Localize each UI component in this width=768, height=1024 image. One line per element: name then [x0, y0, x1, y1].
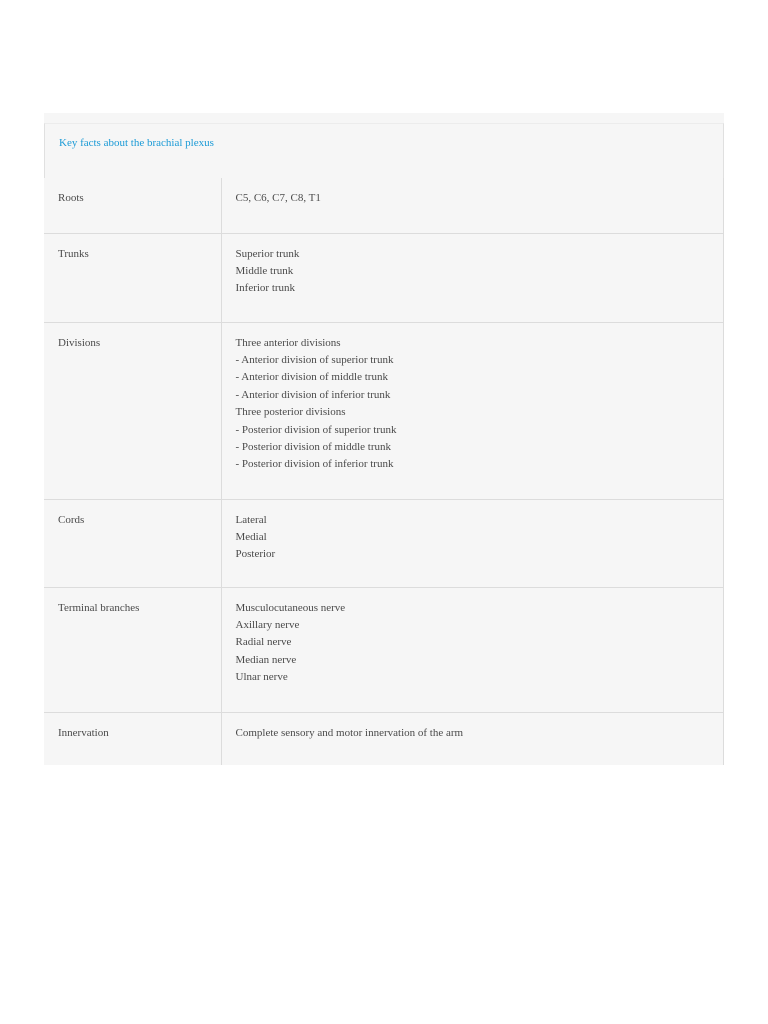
value-line: Musculocutaneous nerve	[235, 601, 346, 614]
key-facts-header	[44, 123, 724, 178]
row-value-trunks	[221, 233, 724, 322]
row-label-innervation: Innervation	[44, 712, 221, 765]
table-row-terminal-branches	[44, 587, 724, 712]
value-line: Lateral	[235, 513, 267, 526]
table-row-roots	[44, 178, 724, 233]
table-row-trunks	[44, 233, 724, 322]
value-line: Middle trunk	[235, 264, 294, 277]
row-label-cords: Cords	[44, 499, 221, 587]
table-row-divisions	[44, 322, 724, 499]
value-line: - Posterior division of superior trunk	[235, 423, 397, 436]
value-line: Ulnar nerve	[235, 671, 288, 684]
row-value-divisions	[221, 322, 724, 499]
value-line: - Anterior division of inferior trunk	[235, 388, 391, 401]
value-line: Complete sensory and motor innervation of the arm	[235, 726, 464, 739]
value-line: - Posterior division of middle trunk	[235, 440, 392, 453]
table-row-innervation	[44, 712, 724, 765]
value-line: Axillary nerve	[235, 618, 300, 631]
value-line: Radial nerve	[235, 636, 292, 649]
row-value-cords	[221, 499, 724, 587]
key-facts-table	[44, 178, 724, 765]
row-label-divisions: Divisions	[44, 322, 221, 499]
row-value-terminal-branches	[221, 587, 724, 712]
row-value-innervation	[221, 712, 724, 765]
value-line: - Anterior division of middle trunk	[235, 371, 388, 384]
row-value-roots	[221, 178, 724, 233]
key-facts-title[interactable]: Key facts about the brachial plexus	[59, 137, 214, 149]
value-line: C5, C6, C7, C8, T1	[235, 192, 321, 204]
value-line: - Posterior division of inferior trunk	[235, 458, 394, 471]
key-facts-box	[44, 113, 724, 765]
row-label-roots: Roots	[44, 178, 221, 233]
value-line: Inferior trunk	[235, 282, 296, 295]
row-label-terminal-branches: Terminal branches	[44, 587, 221, 712]
value-line: Posterior	[235, 548, 276, 561]
value-line: - Anterior division of superior trunk	[235, 353, 394, 366]
value-line: Superior trunk	[235, 247, 300, 260]
value-line: Median nerve	[235, 653, 297, 666]
value-line: Three posterior divisions	[235, 406, 346, 419]
row-label-trunks: Trunks	[44, 233, 221, 322]
value-line: Three anterior divisions	[235, 336, 341, 349]
value-line: Medial	[235, 530, 267, 543]
table-row-cords	[44, 499, 724, 587]
